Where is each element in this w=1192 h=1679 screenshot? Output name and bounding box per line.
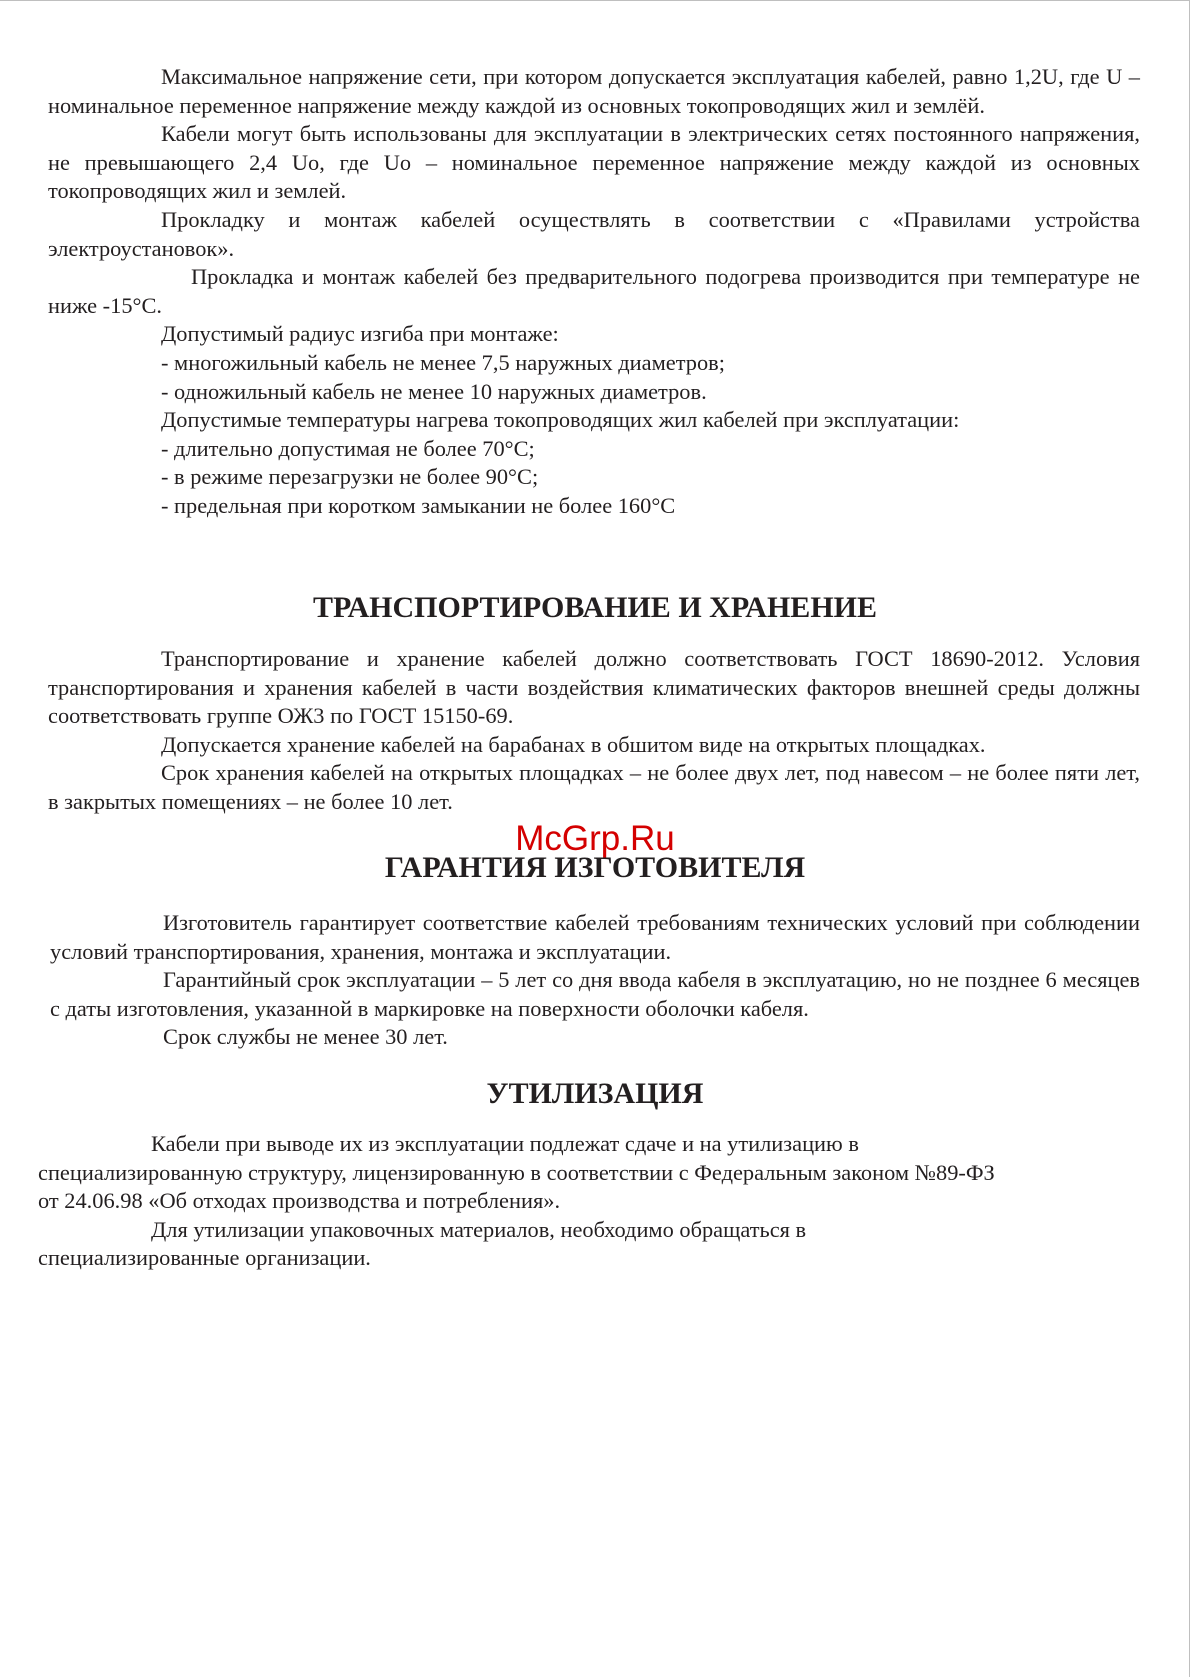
packaging-paragraph-line: Для утилизации упаковочных материалов, необходимо обращаться в: [151, 1216, 807, 1242]
warranty-section: [50, 909, 1140, 1052]
disposal-section: [38, 1130, 1150, 1273]
disposal-paragraph-line: специализированную структуру, лицензированную в соответствии с Федеральным законом №89-ФЗ: [38, 1159, 995, 1185]
disposal-paragraph-line: от 24.06.98 «Об отходах производства и потребления».: [38, 1188, 561, 1214]
disposal-heading: УТИЛИЗАЦИЯ: [486, 1077, 704, 1110]
heating-temperature-title: Допустимые температуры нагрева токопроводящих жил кабелей при эксплуатации:: [161, 407, 960, 433]
max-voltage-paragraph: Максимальное напряжение сети, при котором допускается эксплуатация кабелей, равно 1,2U, где U –номинальное переменное напряжение между каждой из основных токопроводящих жил и землёй.: [48, 64, 1140, 118]
heating-temperature-item: - в режиме перезагрузки не более 90°С;: [161, 464, 539, 490]
bend-radius-title: Допустимый радиус изгиба при монтаже:: [161, 321, 559, 347]
installation-rules-paragraph: Прокладку и монтаж кабелей осуществлять в соответствии с «Правилами устройства электроустановок».: [48, 206, 1140, 261]
packaging-paragraph-line: специализированные организации.: [38, 1245, 371, 1271]
installation-temperature-paragraph: Прокладка и монтаж кабелей без предварительного подогрева производится при температуре не ниже -15°С.: [48, 264, 1140, 318]
warranty-heading: ГАРАНТИЯ ИЗГОТОВИТЕЛЯ: [384, 851, 806, 884]
bend-radius-item: - одножильный кабель не менее 10 наружных диаметров.: [161, 378, 707, 404]
transport-section: [48, 645, 1140, 817]
heating-temperature-item: - длительно допустимая не более 70°С;: [161, 435, 535, 461]
warranty-period-paragraph: Гарантийный срок эксплуатации – 5 лет со дня ввода кабеля в эксплуатацию, но не позднее 6 месяцев с даты изготовления, указанной в маркировке на поверхности оболочки кабеля.: [50, 967, 1140, 1021]
drum-storage-paragraph: Допускается хранение кабелей на барабанах в обшитом виде на открытых площадках.: [161, 731, 986, 757]
intro-section: [48, 63, 1140, 521]
watermark-text: McGrp.Ru: [515, 819, 675, 858]
transport-standard-paragraph: Транспортирование и хранение кабелей должно соответствовать ГОСТ 18690-2012. Условия транспортирования и хранения кабелей в части воздействия климатических факторов внешней среды должны соответствовать группе ОЖ3 по ГОСТ 15150-69.: [48, 646, 1140, 729]
transport-storage-heading: ТРАНСПОРТИРОВАНИЕ И ХРАНЕНИЕ: [313, 591, 877, 624]
warranty-compliance-paragraph: Изготовитель гарантирует соответствие кабелей требованиям технических условий при соблюдении условий транспортирования, хранения, монтажа и эксплуатации.: [50, 910, 1140, 964]
service-life-paragraph: Срок службы не менее 30 лет.: [163, 1024, 448, 1050]
bend-radius-item: - многожильный кабель не менее 7,5 наружных диаметров;: [161, 349, 725, 375]
dc-voltage-paragraph: Кабели могут быть использованы для эксплуатации в электрических сетях постоянного напряжения, не превышающего 2,4 Uo, где Uo – номинальное переменное напряжение между каждой из основных токопроводящих жил и землей.: [48, 121, 1140, 204]
heating-temperature-item: - предельная при коротком замыкании не более 160°С: [161, 492, 676, 518]
storage-period-paragraph: Срок хранения кабелей на открытых площадках – не более двух лет, под навесом – не более пяти лет, в закрытых помещениях – не более 10 лет.: [48, 760, 1140, 814]
disposal-paragraph-line: Кабели при выводе их из эксплуатации подлежат сдаче и на утилизацию в: [151, 1131, 859, 1156]
